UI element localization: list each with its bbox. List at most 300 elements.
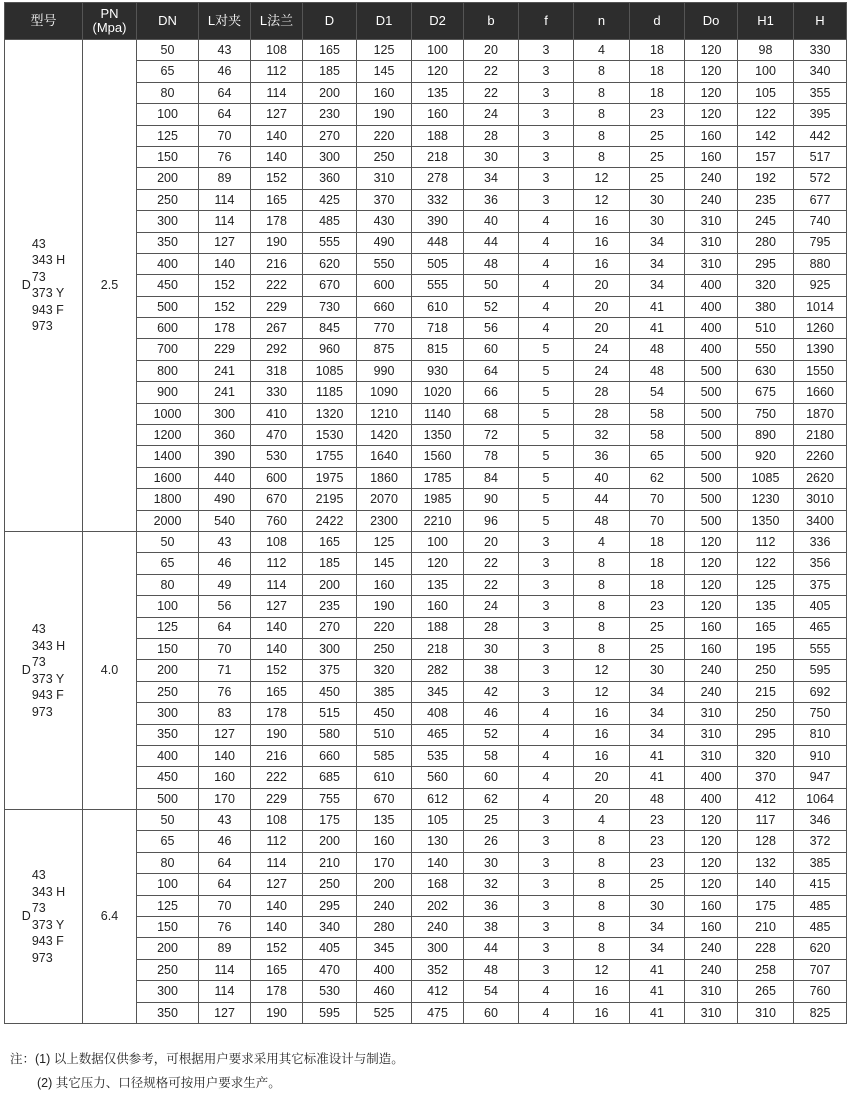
table-cell: 340 [794,61,847,82]
table-cell: 3 [519,146,574,167]
table-cell: 1090 [357,382,412,403]
table-cell: 140 [251,917,303,938]
table-cell: 34 [630,703,685,724]
table-cell: 560 [412,767,464,788]
column-header: L法兰 [251,3,303,40]
table-cell: 4 [519,318,574,339]
table-cell: 190 [251,232,303,253]
table-cell: 125 [137,617,199,638]
table-cell: 241 [199,360,251,381]
table-cell: 250 [357,146,412,167]
table-cell: 610 [357,767,412,788]
table-cell: 41 [630,959,685,980]
table-cell: 310 [685,232,738,253]
table-cell: 267 [251,318,303,339]
table-cell: 3 [519,596,574,617]
table-cell: 127 [251,104,303,125]
table-cell: 140 [251,125,303,146]
table-cell: 48 [464,253,519,274]
table-cell: 25 [464,810,519,831]
table-cell: 89 [199,938,251,959]
table-cell: 43 [199,531,251,552]
table-cell: 300 [137,211,199,232]
table-cell: 3 [519,189,574,210]
table-cell: 292 [251,339,303,360]
table-cell: 320 [357,660,412,681]
table-cell: 300 [137,703,199,724]
table-cell: 415 [794,874,847,895]
table-cell: 760 [794,981,847,1002]
table-cell: 16 [574,211,630,232]
table-cell: 120 [685,104,738,125]
table-cell: 128 [738,831,794,852]
table-cell: 3 [519,874,574,895]
table-cell: 120 [412,553,464,574]
table-cell: 18 [630,82,685,103]
table-cell: 152 [251,168,303,189]
table-cell: 475 [412,1002,464,1023]
table-cell: 600 [251,467,303,488]
table-cell: 900 [137,382,199,403]
table-cell: 135 [412,574,464,595]
table-cell: 5 [519,510,574,531]
model-code: 943 F [31,302,64,317]
table-cell: 105 [738,82,794,103]
table-cell: 120 [685,596,738,617]
model-code: 343 H [31,638,66,653]
footnote-2: (2) 其它压力、口径规格可按用户要求生产。 [37,1075,281,1090]
table-cell: 670 [251,489,303,510]
table-cell: 310 [685,724,738,745]
table-cell: 165 [251,189,303,210]
table-cell: 36 [574,446,630,467]
table-cell: 188 [412,617,464,638]
table-cell: 100 [412,531,464,552]
table-cell: 40 [464,211,519,232]
table-cell: 2620 [794,467,847,488]
table-cell: 152 [251,660,303,681]
table-cell: 18 [630,61,685,82]
table-cell: 510 [738,318,794,339]
table-cell: 450 [303,681,357,702]
table-cell: 400 [685,318,738,339]
table-cell: 660 [357,296,412,317]
table-cell: 34 [630,275,685,296]
table-cell: 278 [412,168,464,189]
table-cell: 535 [412,745,464,766]
table-cell: 3 [519,617,574,638]
table-cell: 448 [412,232,464,253]
table-cell: 760 [251,510,303,531]
table-row [5,40,847,61]
table-cell: 41 [630,745,685,766]
table-cell: 612 [412,788,464,809]
table-cell: 2195 [303,489,357,510]
table-cell: 845 [303,318,357,339]
table-cell: 2180 [794,425,847,446]
table-cell: 555 [412,275,464,296]
table-cell: 5 [519,489,574,510]
table-cell: 165 [303,40,357,61]
table-cell: 8 [574,125,630,146]
table-cell: 500 [685,489,738,510]
table-cell: 70 [630,510,685,531]
model-prefix: D [21,278,31,293]
column-header: d [630,3,685,40]
table-cell: 620 [303,253,357,274]
table-cell: 1140 [412,403,464,424]
table-cell: 41 [630,1002,685,1023]
table-cell: 65 [137,61,199,82]
table-cell: 825 [794,1002,847,1023]
table-cell: 515 [303,703,357,724]
table-cell: 120 [685,852,738,873]
table-cell: 222 [251,275,303,296]
model-code: 73 [31,901,46,916]
table-cell: 70 [199,125,251,146]
model-prefix: D [21,909,31,924]
table-cell: 3 [519,660,574,681]
table-cell: 1000 [137,403,199,424]
table-cell: 30 [464,852,519,873]
table-cell: 49 [199,574,251,595]
table-cell: 170 [199,788,251,809]
table-cell: 500 [685,382,738,403]
table-cell: 90 [464,489,519,510]
table-cell: 25 [630,874,685,895]
table-cell: 120 [685,553,738,574]
table-cell: 3400 [794,510,847,531]
table-cell: 108 [251,40,303,61]
table-cell: 500 [685,360,738,381]
table-cell: 1014 [794,296,847,317]
table-cell: 140 [412,852,464,873]
table-cell: 3 [519,959,574,980]
table-cell: 34 [630,253,685,274]
table-cell: 1870 [794,403,847,424]
pressure-cell: 2.5 [83,40,137,532]
table-header [5,3,847,40]
table-cell: 250 [137,189,199,210]
model-code: 343 H [31,253,66,268]
table-cell: 405 [794,596,847,617]
table-cell: 3 [519,104,574,125]
table-cell: 89 [199,168,251,189]
table-cell: 270 [303,125,357,146]
table-cell: 740 [794,211,847,232]
table-cell: 160 [685,895,738,916]
table-cell: 300 [137,981,199,1002]
model-prefix: D [21,663,31,678]
table-cell: 2000 [137,510,199,531]
table-cell: 200 [137,938,199,959]
table-cell: 8 [574,917,630,938]
table-cell: 1350 [412,425,464,446]
model-code: 973 [31,704,53,719]
table-cell: 400 [685,339,738,360]
table-cell: 485 [794,917,847,938]
table-cell: 240 [357,895,412,916]
table-cell: 46 [199,553,251,574]
table-cell: 23 [630,810,685,831]
table-cell: 2070 [357,489,412,510]
table-cell: 1550 [794,360,847,381]
model-cell [5,531,83,809]
table-cell: 178 [251,211,303,232]
table-cell: 65 [137,553,199,574]
table-cell: 385 [794,852,847,873]
table-cell: 920 [738,446,794,467]
table-cell: 16 [574,981,630,1002]
table-cell: 670 [357,788,412,809]
table-cell: 26 [464,831,519,852]
table-cell: 112 [251,61,303,82]
table-cell: 250 [137,959,199,980]
table-cell: 250 [303,874,357,895]
table-cell: 157 [738,146,794,167]
table-cell: 127 [199,1002,251,1023]
table-cell: 5 [519,467,574,488]
table-cell: 41 [630,981,685,1002]
column-header: H [794,3,847,40]
table-cell: 3 [519,895,574,916]
table-cell: 692 [794,681,847,702]
table-cell: 1390 [794,339,847,360]
table-cell: 500 [137,788,199,809]
table-cell: 5 [519,360,574,381]
table-cell: 410 [251,403,303,424]
table-cell: 355 [794,82,847,103]
table-cell: 250 [357,638,412,659]
table-cell: 24 [574,360,630,381]
table-cell: 20 [574,767,630,788]
table-cell: 20 [574,275,630,296]
table-cell: 23 [630,831,685,852]
table-cell: 66 [464,382,519,403]
table-cell: 295 [738,724,794,745]
table-cell: 240 [685,959,738,980]
table-cell: 12 [574,189,630,210]
column-header: n [574,3,630,40]
table-cell: 8 [574,874,630,895]
table-cell: 240 [685,168,738,189]
table-cell: 229 [199,339,251,360]
table-cell: 165 [738,617,794,638]
model-code: 43 [31,236,46,251]
table-cell: 815 [412,339,464,360]
table-cell: 190 [357,596,412,617]
table-cell: 300 [303,638,357,659]
table-cell: 165 [251,959,303,980]
table-cell: 442 [794,125,847,146]
table-cell: 54 [464,981,519,1002]
column-header: H1 [738,3,794,40]
pressure-cell: 6.4 [83,810,137,1024]
table-cell: 30 [630,189,685,210]
table-cell: 880 [794,253,847,274]
table-cell: 595 [303,1002,357,1023]
table-cell: 3 [519,40,574,61]
table-cell: 50 [464,275,519,296]
table-cell: 300 [303,146,357,167]
table-cell: 4 [519,767,574,788]
table-cell: 3 [519,831,574,852]
table-cell: 56 [464,318,519,339]
table-cell: 64 [199,852,251,873]
table-cell: 2260 [794,446,847,467]
table-cell: 370 [738,767,794,788]
table-cell: 960 [303,339,357,360]
table-cell: 408 [412,703,464,724]
table-cell: 550 [738,339,794,360]
table-cell: 114 [199,189,251,210]
table-cell: 280 [738,232,794,253]
table-cell: 152 [251,938,303,959]
table-cell: 38 [464,917,519,938]
table-cell: 192 [738,168,794,189]
table-cell: 750 [738,403,794,424]
table-cell: 700 [137,339,199,360]
table-cell: 620 [794,938,847,959]
table-cell: 4 [519,275,574,296]
table-cell: 220 [357,125,412,146]
table-cell: 4 [519,253,574,274]
table-cell: 50 [137,531,199,552]
table-cell: 178 [251,981,303,1002]
table-cell: 229 [251,296,303,317]
table-cell: 282 [412,660,464,681]
table-cell: 3 [519,168,574,189]
table-cell: 370 [357,189,412,210]
table-cell: 160 [357,831,412,852]
table-cell: 1660 [794,382,847,403]
table-cell: 120 [685,831,738,852]
table-cell: 1600 [137,467,199,488]
table-cell: 660 [303,745,357,766]
table-cell: 3 [519,938,574,959]
table-cell: 216 [251,253,303,274]
table-cell: 25 [630,617,685,638]
table-cell: 114 [199,981,251,1002]
table-cell: 200 [303,574,357,595]
table-cell: 120 [685,61,738,82]
table-cell: 1230 [738,489,794,510]
table-cell: 8 [574,82,630,103]
table-cell: 160 [685,125,738,146]
table-cell: 80 [137,852,199,873]
table-cell: 18 [630,553,685,574]
table-cell: 32 [464,874,519,895]
table-cell: 4 [519,745,574,766]
table-cell: 28 [574,382,630,403]
table-cell: 18 [630,531,685,552]
table-cell: 4 [574,40,630,61]
table-cell: 460 [357,981,412,1002]
table-cell: 500 [685,403,738,424]
table-cell: 1975 [303,467,357,488]
table-cell: 795 [794,232,847,253]
model-code: 43 [31,868,46,883]
table-cell: 4 [574,810,630,831]
table-cell: 50 [137,810,199,831]
table-cell: 3010 [794,489,847,510]
table-cell: 310 [685,253,738,274]
table-cell: 64 [199,82,251,103]
table-cell: 120 [685,531,738,552]
table-cell: 43 [199,40,251,61]
table-cell: 48 [464,959,519,980]
model-cell [5,810,83,1024]
table-cell: 160 [357,574,412,595]
table-cell: 160 [685,617,738,638]
table-cell: 218 [412,638,464,659]
table-cell: 400 [685,767,738,788]
table-cell: 990 [357,360,412,381]
table-cell: 346 [794,810,847,831]
table-cell: 470 [303,959,357,980]
table-cell: 30 [630,211,685,232]
table-cell: 245 [738,211,794,232]
table-cell: 30 [464,146,519,167]
table-cell: 34 [630,681,685,702]
table-cell: 32 [574,425,630,446]
table-cell: 76 [199,146,251,167]
table-cell: 485 [794,895,847,916]
model-code: 973 [31,319,53,334]
table-cell: 160 [357,82,412,103]
table-cell: 30 [630,895,685,916]
table-cell: 450 [137,275,199,296]
table-cell: 16 [574,253,630,274]
column-header: L对夹 [199,3,251,40]
table-cell: 360 [303,168,357,189]
table-cell: 185 [303,553,357,574]
table-cell: 2422 [303,510,357,531]
table-cell: 20 [464,40,519,61]
table-cell: 46 [199,831,251,852]
table-cell: 318 [251,360,303,381]
table-cell: 600 [137,318,199,339]
table-cell: 16 [574,745,630,766]
table-cell: 160 [685,146,738,167]
table-cell: 170 [357,852,412,873]
table-cell: 525 [357,1002,412,1023]
table-cell: 385 [357,681,412,702]
table-cell: 125 [738,574,794,595]
table-cell: 12 [574,168,630,189]
table-cell: 80 [137,574,199,595]
table-cell: 132 [738,852,794,873]
table-cell: 2300 [357,510,412,531]
table-cell: 530 [251,446,303,467]
table-cell: 3 [519,125,574,146]
table-cell: 202 [412,895,464,916]
table-cell: 550 [357,253,412,274]
table-cell: 58 [630,425,685,446]
table-cell: 12 [574,681,630,702]
table-cell: 71 [199,660,251,681]
table-cell: 112 [251,831,303,852]
table-cell: 105 [412,810,464,831]
table-cell: 8 [574,852,630,873]
table-cell: 310 [685,703,738,724]
table-cell: 130 [412,831,464,852]
table-cell: 122 [738,553,794,574]
table-cell: 229 [251,788,303,809]
table-cell: 1785 [412,467,464,488]
table-cell: 120 [685,574,738,595]
table-cell: 500 [685,467,738,488]
